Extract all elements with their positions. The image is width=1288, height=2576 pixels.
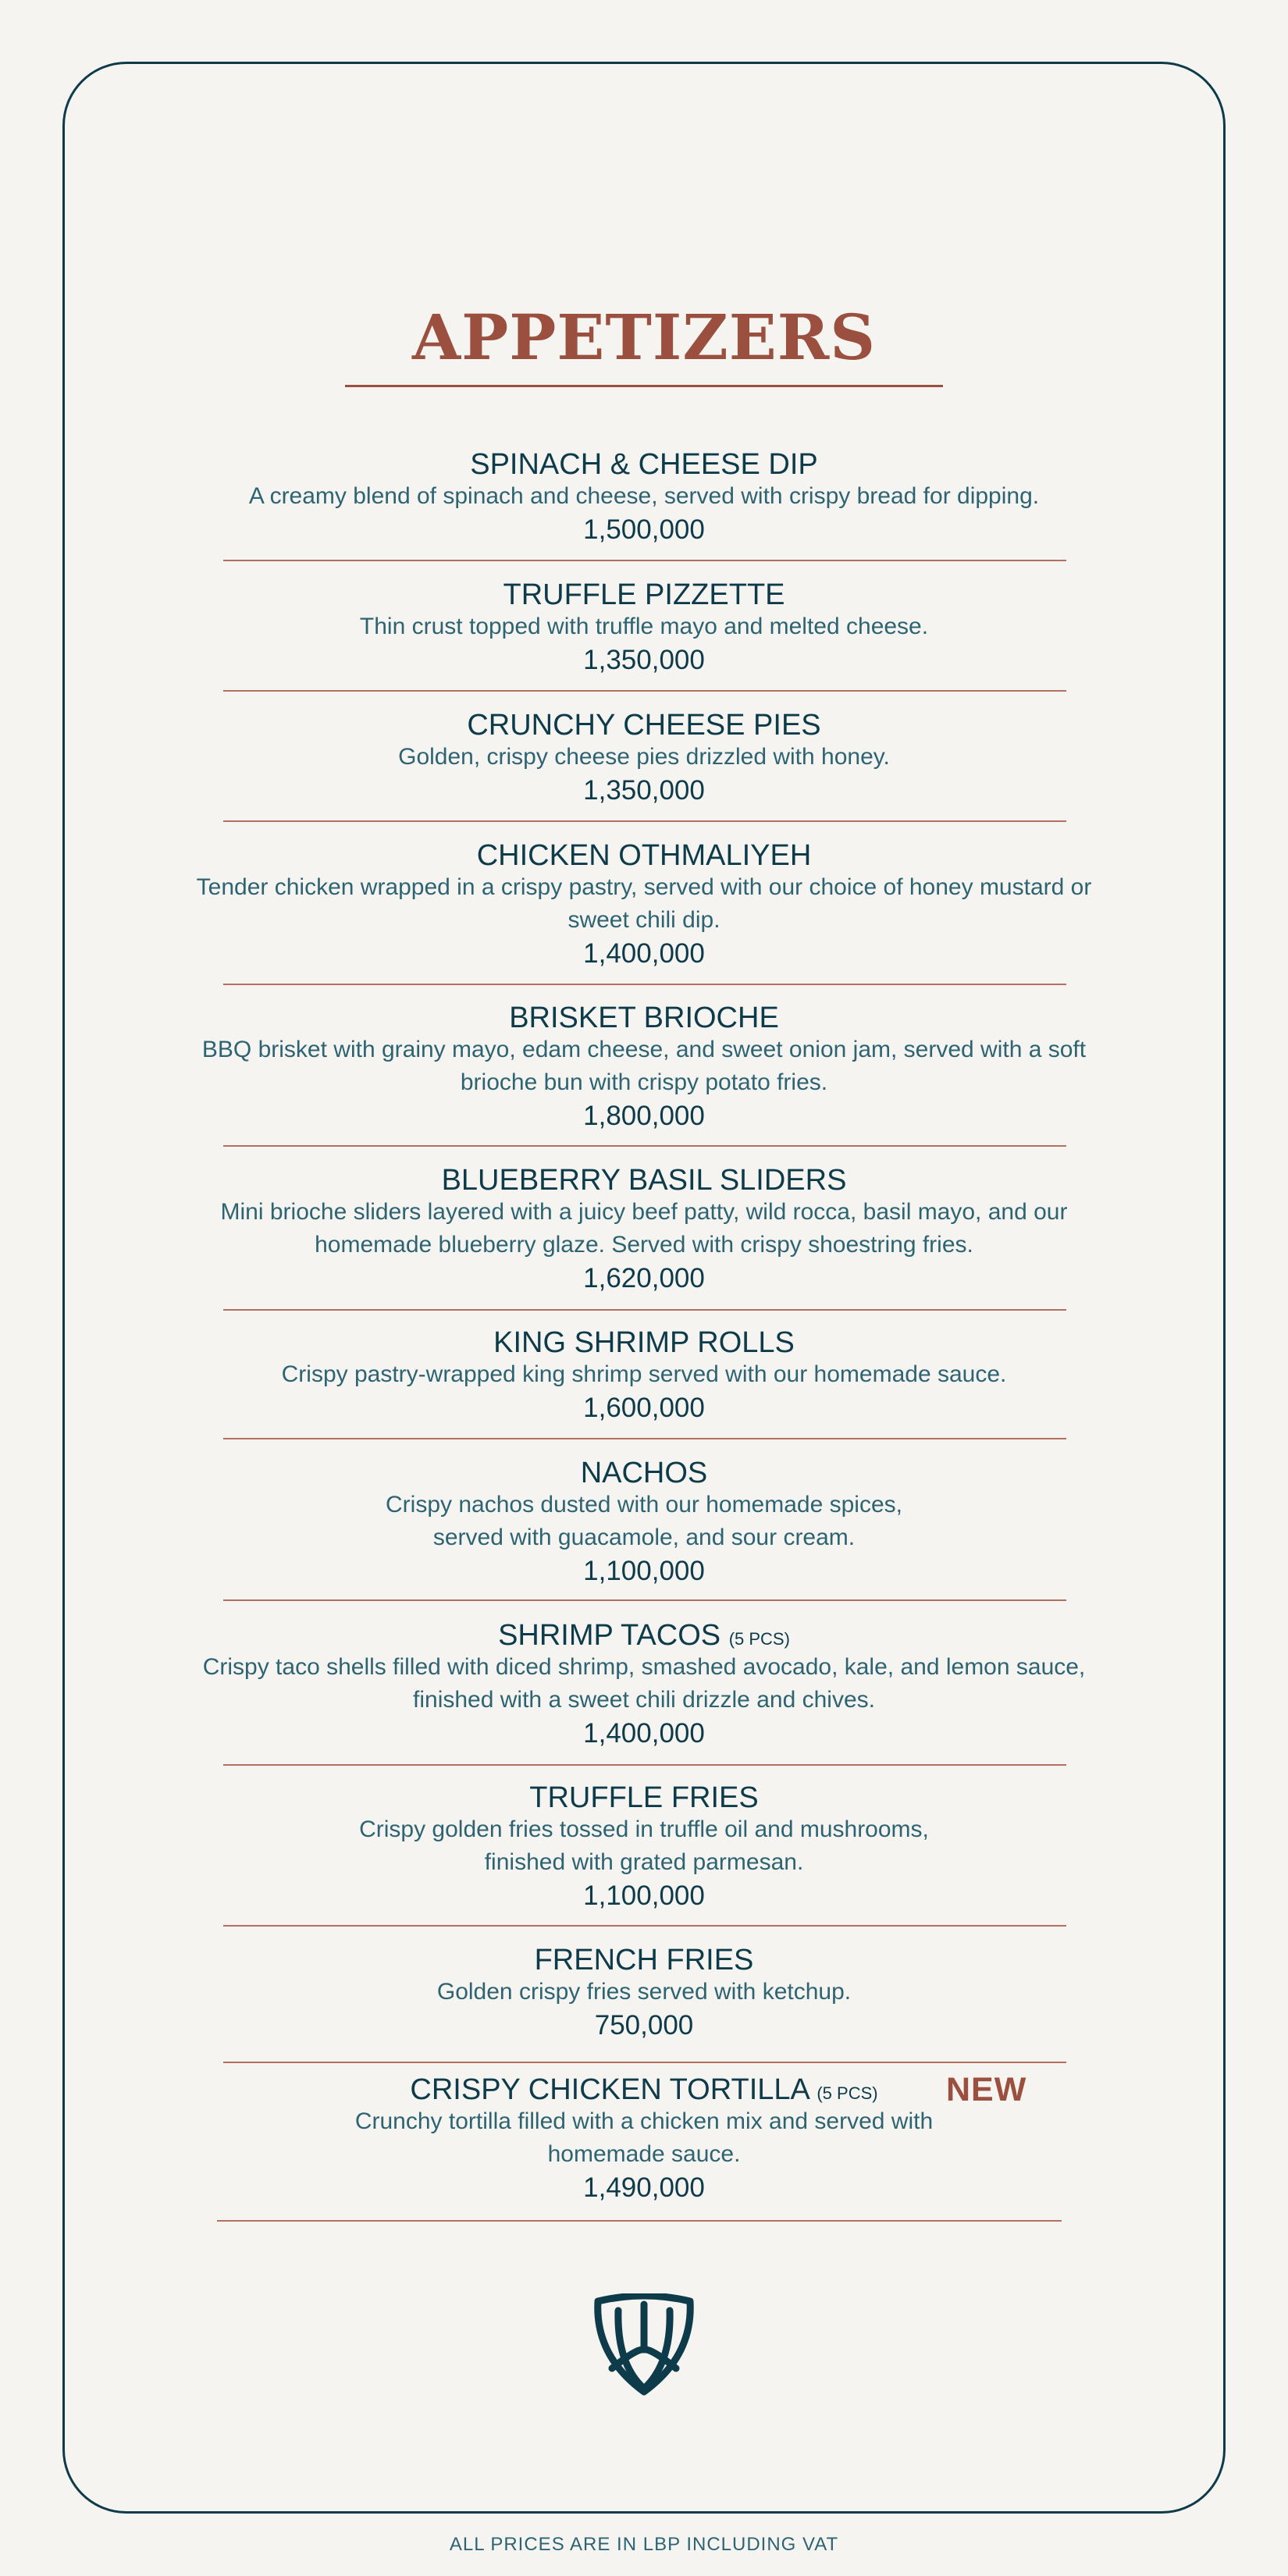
menu-item xyxy=(0,1165,1288,1296)
item-price: 1,620,000 xyxy=(583,1263,705,1293)
menu-item xyxy=(0,1944,1288,2043)
item-price: 750,000 xyxy=(594,2010,694,2041)
item-description: Golden, crispy cheese pies drizzled with honey. xyxy=(398,744,890,770)
item-divider xyxy=(223,1599,1066,1601)
item-name: CHICKEN OTHMALIYEH xyxy=(476,839,812,872)
item-description: Mini brioche sliders layered with a juicy beef patty, wild rocca, basil mayo, and our homemade blueberry glaze. Served with crispy shoestring fries. xyxy=(220,1199,1068,1258)
item-description: Golden crispy fries served with ketchup. xyxy=(436,1979,852,2005)
item-divider xyxy=(223,1145,1066,1147)
item-price: 1,350,000 xyxy=(583,645,705,675)
item-description: Crunchy tortilla filled with a chicken mix and served with homemade sauce. xyxy=(354,2108,934,2167)
item-divider xyxy=(223,984,1066,985)
item-name-row xyxy=(0,1620,1288,1651)
menu-item xyxy=(0,1457,1288,1589)
menu-item xyxy=(0,710,1288,808)
item-price: 1,490,000 xyxy=(583,2172,705,2203)
item-name: CRUNCHY CHEESE PIES xyxy=(467,709,821,742)
item-divider xyxy=(223,690,1066,692)
item-description: Crispy golden fries tossed in truffle oil and mushrooms, finished with grated parmesan. xyxy=(359,1816,929,1875)
menu-item xyxy=(0,449,1288,547)
item-description: Thin crust topped with truffle mayo and melted cheese. xyxy=(359,614,929,639)
item-name: CRISPY CHICKEN TORTILLA xyxy=(410,2073,809,2106)
item-price: 1,500,000 xyxy=(583,514,705,545)
item-description: Crispy pastry-wrapped king shrimp served with our homemade sauce. xyxy=(281,1361,1007,1387)
item-description: Crispy nachos dusted with our homemade spices, served with guacamole, and sour cream. xyxy=(386,1492,902,1550)
item-name: BRISKET BRIOCHE xyxy=(509,1002,779,1034)
menu-item xyxy=(0,1002,1288,1133)
item-name: FRENCH FRIES xyxy=(534,1944,754,1976)
menu-item xyxy=(0,840,1288,971)
item-price: 1,100,000 xyxy=(583,1880,705,1911)
item-name: BLUEBERRY BASIL SLIDERS xyxy=(441,1164,847,1197)
item-name: SHRIMP TACOS xyxy=(498,1619,721,1652)
item-price: 1,100,000 xyxy=(583,1556,705,1586)
new-badge: NEW xyxy=(946,2071,1027,2108)
item-description: Tender chicken wrapped in a crispy pastry, served with our choice of honey mustard or sweet chili dip. xyxy=(196,874,1092,933)
price-note: ALL PRICES ARE IN LBP INCLUDING VAT xyxy=(449,2534,839,2555)
section-title: APPETIZERS xyxy=(412,301,876,374)
menu-item xyxy=(0,1620,1288,1751)
item-price: 1,400,000 xyxy=(583,938,705,969)
item-price: 1,350,000 xyxy=(583,775,705,806)
item-divider xyxy=(223,1438,1066,1439)
item-name: SPINACH & CHEESE DIP xyxy=(470,448,818,481)
item-divider xyxy=(217,2220,1062,2222)
item-name-row xyxy=(0,2074,1288,2105)
item-name: KING SHRIMP ROLLS xyxy=(493,1326,795,1359)
item-divider xyxy=(223,1764,1066,1766)
menu-item xyxy=(0,579,1288,678)
menu-item xyxy=(0,2074,1288,2205)
item-divider xyxy=(223,2062,1066,2063)
item-description: Crispy taco shells filled with diced shrimp, smashed avocado, kale, and lemon sauce, finished with a sweet chili drizzle and chives. xyxy=(202,1654,1086,1713)
item-description: BBQ brisket with grainy mayo, edam cheese, and sweet onion jam, served with a soft brioche bun with crispy potato fries. xyxy=(201,1037,1087,1095)
menu-item xyxy=(0,1782,1288,1913)
shield-emblem-icon xyxy=(590,2293,698,2396)
item-divider xyxy=(223,560,1066,561)
item-name: TRUFFLE PIZZETTE xyxy=(503,578,785,611)
item-quantity: (5 PCS) xyxy=(817,2083,878,2103)
item-divider xyxy=(223,1309,1066,1311)
menu-item xyxy=(0,1327,1288,1425)
item-description: A creamy blend of spinach and cheese, served with crispy bread for dipping. xyxy=(248,483,1040,509)
item-price: 1,600,000 xyxy=(583,1393,705,1423)
item-quantity: (5 PCS) xyxy=(728,1629,790,1649)
item-name: NACHOS xyxy=(580,1457,708,1489)
item-price: 1,400,000 xyxy=(583,1718,705,1749)
item-divider xyxy=(223,1925,1066,1927)
item-price: 1,800,000 xyxy=(583,1101,705,1131)
item-name: TRUFFLE FRIES xyxy=(529,1781,759,1814)
item-divider xyxy=(223,820,1066,822)
